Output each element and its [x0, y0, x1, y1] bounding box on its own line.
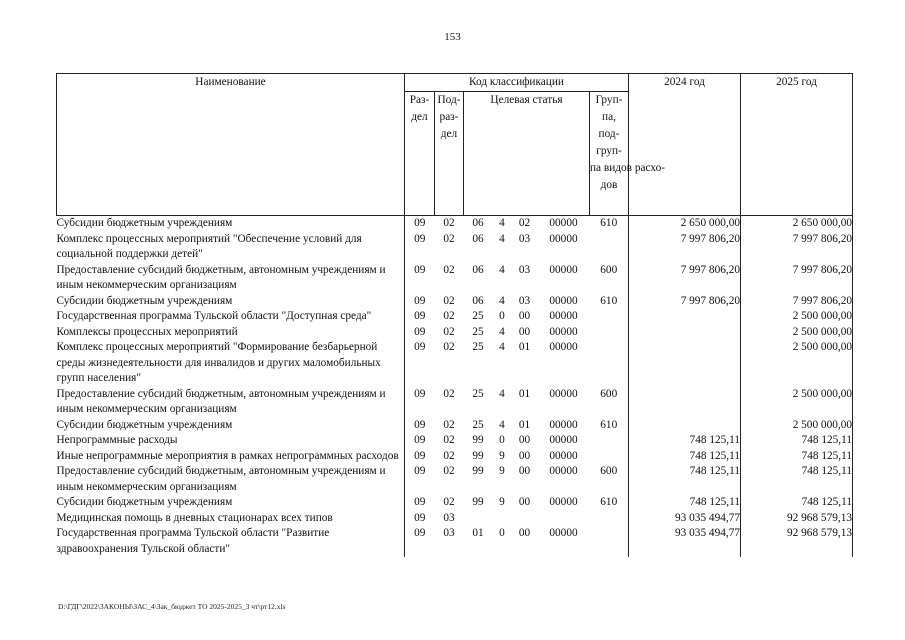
- row-amount-2024: [629, 418, 741, 434]
- row-name: Комплекс процессных мероприятий "Обеспечение условий для социальной поддержки детей": [56, 232, 362, 260]
- row-name: Субсидии бюджетным учреждениям: [56, 418, 233, 431]
- header-group: [590, 92, 665, 216]
- header-podrazdel-text: Под- раз- дел: [437, 94, 461, 140]
- row-target-2: 0: [499, 434, 505, 446]
- header-year-2024: 2024 год: [629, 74, 741, 216]
- header-razdel-text: Раз- дел: [409, 94, 430, 123]
- row-podrazdel: 02: [443, 449, 455, 462]
- row-target-1: 25: [472, 310, 484, 322]
- row-target-3: 03: [518, 263, 531, 276]
- row-target-3: 03: [518, 294, 531, 307]
- row-target-4: 00000: [549, 341, 578, 353]
- row-target-1: 25: [472, 341, 484, 353]
- row-target-3: 01: [518, 418, 531, 431]
- row-target-1: 25: [472, 387, 484, 400]
- row-target-1: 06: [472, 294, 484, 307]
- row-target-2: [493, 511, 512, 527]
- row-amount-2025: 2 500 000,00: [741, 387, 853, 418]
- header-name: Наименование: [57, 74, 405, 216]
- row-name: Медицинская помощь в дневных стационарах всех типов: [56, 511, 333, 524]
- row-razdel: 09: [405, 449, 435, 465]
- row-group: [590, 511, 629, 527]
- row-target-4: 00000: [549, 387, 578, 400]
- row-name: Непрограммные расходы: [56, 434, 178, 446]
- table-row: [57, 464, 853, 495]
- row-target-2: 4: [499, 387, 505, 400]
- header-target: Целевая статья: [464, 92, 590, 216]
- row-target-4: [538, 511, 590, 527]
- row-target-3: 01: [518, 387, 531, 400]
- row-amount-2024: [629, 340, 741, 387]
- row-amount-2025: 7 997 806,20: [741, 232, 853, 263]
- row-target-3: [512, 511, 538, 527]
- row-razdel: 09: [405, 325, 435, 341]
- table-row: [57, 325, 853, 341]
- row-target-3: 03: [518, 232, 531, 245]
- row-amount-2025: 7 997 806,20: [741, 263, 853, 294]
- row-amount-2025: 2 500 000,00: [741, 309, 853, 325]
- row-name: Субсидии бюджетным учреждениям: [56, 294, 233, 307]
- row-target-2: 0: [499, 310, 505, 322]
- row-group: 610: [600, 418, 618, 431]
- row-target-1: 06: [472, 232, 484, 245]
- row-target-2: 0: [499, 527, 505, 539]
- row-group: [590, 309, 629, 325]
- table-row: [57, 232, 853, 263]
- row-amount-2024: 93 035 494,77: [629, 526, 741, 557]
- row-amount-2025: 92 968 579,13: [741, 526, 853, 557]
- row-group: [590, 340, 629, 387]
- row-podrazdel: 02: [443, 232, 455, 245]
- page-number: 153: [444, 31, 461, 43]
- row-group: [590, 232, 629, 263]
- row-amount-2024: [629, 325, 741, 341]
- row-amount-2024: 748 125,11: [629, 449, 741, 465]
- row-target-3: 00: [518, 325, 531, 338]
- row-razdel: 09: [405, 294, 435, 310]
- row-amount-2025: 2 500 000,00: [741, 418, 853, 434]
- table-row: [57, 495, 853, 511]
- row-amount-2024: 748 125,11: [629, 495, 741, 511]
- row-target-1: 06: [472, 263, 484, 276]
- row-target-2: 4: [499, 325, 505, 338]
- row-razdel: 09: [405, 526, 435, 557]
- row-amount-2024: 7 997 806,20: [629, 232, 741, 263]
- row-amount-2025: 748 125,11: [741, 433, 853, 449]
- row-name: Субсидии бюджетным учреждениям: [56, 217, 233, 229]
- row-target-2: 4: [499, 232, 505, 245]
- row-name: Комплексы процессных мероприятий: [56, 325, 238, 338]
- row-group: [590, 449, 629, 465]
- row-amount-2025: 2 500 000,00: [741, 325, 853, 341]
- row-podrazdel: 02: [443, 217, 455, 229]
- row-group: 600: [600, 465, 618, 477]
- table-row: [57, 263, 853, 294]
- row-amount-2024: [629, 309, 741, 325]
- row-name: Государственная программа Тульской области "Развитие здравоохранения Тульской области": [56, 527, 330, 555]
- row-name: Комплекс процессных мероприятий "Формирование безбарьерной среды жизнедеятельности для инвалидов и других маломобильных групп населения": [56, 341, 381, 384]
- row-target-1: [464, 511, 493, 527]
- table-row: [57, 418, 853, 434]
- row-podrazdel: 02: [443, 310, 455, 322]
- row-target-4: 00000: [549, 496, 578, 508]
- row-amount-2025: 2 500 000,00: [741, 340, 853, 387]
- table-row: [57, 433, 853, 449]
- row-target-4: 00000: [549, 434, 578, 446]
- row-target-4: 00000: [549, 418, 578, 431]
- row-group: 610: [600, 496, 618, 508]
- row-name: Предоставление субсидий бюджетным, автономным учреждениям и иным некоммерческим организациям: [56, 387, 386, 415]
- row-target-4: 00000: [549, 263, 578, 276]
- header-razdel: [405, 92, 435, 216]
- table-row: [57, 216, 853, 232]
- row-podrazdel: 03: [443, 527, 455, 539]
- table-row: [57, 511, 853, 527]
- row-podrazdel: 02: [443, 496, 455, 508]
- budget-table: [56, 73, 853, 557]
- row-amount-2024: 748 125,11: [629, 433, 741, 449]
- row-target-1: 99: [472, 496, 484, 508]
- table-row: [57, 387, 853, 418]
- row-name: Государственная программа Тульской области "Доступная среда": [56, 310, 372, 322]
- row-podrazdel: 02: [443, 465, 455, 477]
- table-row: [57, 526, 853, 557]
- row-target-4: 00000: [549, 527, 578, 539]
- row-target-3: 00: [518, 496, 531, 508]
- row-razdel: 09: [405, 232, 435, 263]
- row-amount-2025: 2 650 000,00: [741, 216, 853, 232]
- row-razdel: 09: [405, 464, 435, 495]
- row-target-3: 00: [518, 449, 531, 462]
- row-name: Предоставление субсидий бюджетным, автономным учреждениям и иным некоммерческим организациям: [56, 465, 386, 493]
- row-podrazdel: 03: [443, 511, 455, 524]
- row-target-1: 06: [472, 217, 484, 229]
- row-amount-2024: 2 650 000,00: [629, 216, 741, 232]
- table-row: [57, 294, 853, 310]
- row-podrazdel: 02: [443, 418, 455, 431]
- row-amount-2025: 748 125,11: [741, 495, 853, 511]
- row-amount-2025: 748 125,11: [741, 449, 853, 465]
- row-name: Предоставление субсидий бюджетным, автономным учреждениям и иным некоммерческим организациям: [56, 263, 386, 291]
- row-group: 610: [600, 294, 618, 307]
- row-target-4: 00000: [549, 310, 578, 322]
- header-podrazdel: [435, 92, 464, 216]
- row-target-2: 4: [499, 263, 505, 276]
- row-target-2: 9: [499, 465, 505, 477]
- row-target-4: 00000: [549, 294, 578, 307]
- table-row: [57, 449, 853, 465]
- row-razdel: 09: [405, 511, 435, 527]
- row-podrazdel: 02: [443, 434, 455, 446]
- row-target-1: 99: [472, 465, 484, 477]
- row-group: [590, 325, 629, 341]
- row-target-3: 02: [518, 217, 531, 229]
- row-podrazdel: 02: [443, 325, 455, 338]
- table-body: [57, 216, 853, 558]
- row-group: 600: [600, 387, 618, 400]
- header-group-text: Груп- па, под- груп- па видов расхо- дов: [590, 94, 665, 191]
- row-amount-2024: 7 997 806,20: [629, 263, 741, 294]
- row-target-2: 4: [499, 418, 505, 431]
- table-row: [57, 309, 853, 325]
- row-target-2: 4: [499, 217, 505, 229]
- footer-file-path: D:\ГДГ\2022\ЗАКОНЫ\ЗАС_4\Зак_бюджет ТО 2025-2025_3 чт\рт12.xls: [58, 602, 286, 611]
- row-amount-2024: 7 997 806,20: [629, 294, 741, 310]
- row-razdel: 09: [405, 495, 435, 511]
- row-amount-2024: 93 035 494,77: [629, 511, 741, 527]
- row-podrazdel: 02: [443, 294, 455, 307]
- row-target-3: 00: [518, 465, 531, 477]
- row-podrazdel: 02: [443, 263, 455, 276]
- row-target-3: 00: [518, 434, 531, 446]
- row-target-3: 00: [518, 310, 531, 322]
- row-target-4: 00000: [549, 217, 578, 229]
- row-amount-2025: 7 997 806,20: [741, 294, 853, 310]
- row-target-2: 4: [499, 341, 505, 353]
- row-amount-2024: [629, 387, 741, 418]
- row-razdel: 09: [405, 387, 435, 418]
- row-razdel: 09: [405, 216, 435, 232]
- row-target-4: 00000: [549, 325, 578, 338]
- row-target-3: 01: [518, 341, 531, 353]
- row-target-1: 99: [472, 449, 484, 462]
- row-amount-2025: 92 968 579,13: [741, 511, 853, 527]
- row-group: 610: [600, 217, 618, 229]
- row-group: [590, 526, 629, 557]
- row-target-2: 9: [499, 449, 505, 462]
- row-target-4: 00000: [549, 465, 578, 477]
- table-row: [57, 340, 853, 387]
- header-code-group: Код классификации: [405, 74, 629, 92]
- row-amount-2024: 748 125,11: [629, 464, 741, 495]
- row-target-1: 25: [472, 325, 484, 338]
- row-target-4: 00000: [549, 449, 578, 462]
- row-podrazdel: 02: [443, 387, 455, 400]
- row-group: 600: [600, 263, 618, 276]
- row-razdel: 09: [405, 309, 435, 325]
- row-target-1: 99: [472, 434, 484, 446]
- row-podrazdel: 02: [443, 341, 455, 353]
- row-target-3: 00: [518, 527, 531, 539]
- row-target-4: 00000: [549, 232, 578, 245]
- row-target-2: 9: [499, 496, 505, 508]
- row-name: Субсидии бюджетным учреждениям: [56, 496, 233, 508]
- header-year-2025: 2025 год: [741, 74, 853, 216]
- row-razdel: 09: [405, 340, 435, 387]
- row-amount-2025: 748 125,11: [741, 464, 853, 495]
- row-group: [590, 433, 629, 449]
- row-target-2: 4: [499, 294, 505, 307]
- row-razdel: 09: [405, 263, 435, 294]
- row-target-1: 25: [472, 418, 484, 431]
- row-target-1: 01: [472, 527, 484, 539]
- row-razdel: 09: [405, 418, 435, 434]
- row-name: Иные непрограммные мероприятия в рамках непрограммных расходов: [56, 449, 399, 462]
- row-razdel: 09: [405, 433, 435, 449]
